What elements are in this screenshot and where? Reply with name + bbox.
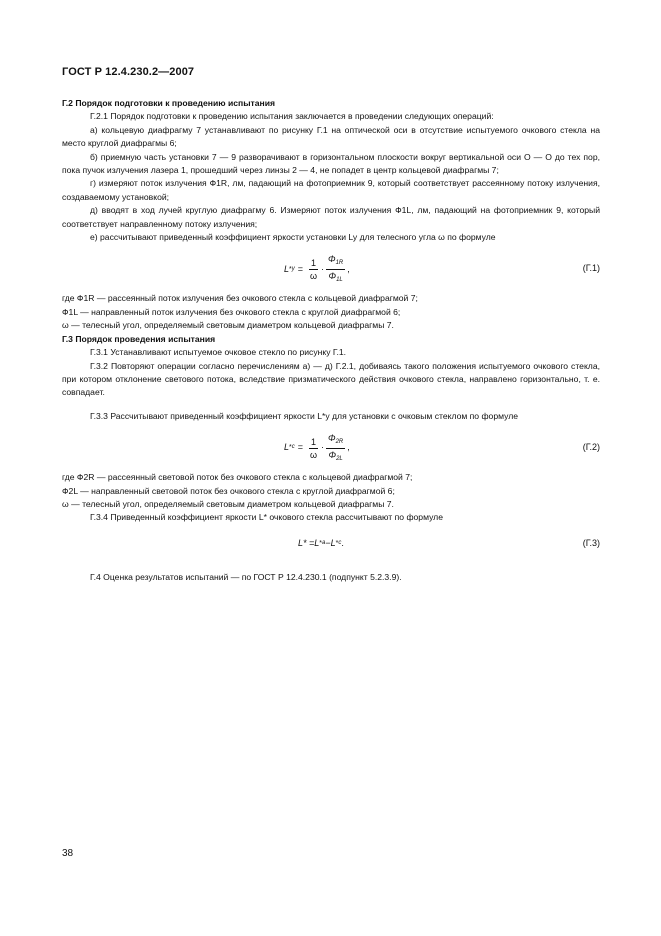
- formula-g1-number: (Г.1): [582, 263, 600, 274]
- formula-g2-frac2-num-sub: 2R: [335, 438, 344, 445]
- formula-g3-c-sup: *: [335, 540, 339, 548]
- formula-g3-a: L: [314, 538, 320, 549]
- formula-g1-expression: [284, 248, 350, 290]
- where-g2-line-2: Ф2L — направленный световой поток без очкового стекла с круглой диафрагмой 6;: [62, 485, 395, 496]
- formula-g2-lhs-sub: c: [291, 444, 295, 451]
- formula-g3-lhs: L* =: [298, 538, 315, 549]
- formula-g1-lhs-sub: y: [291, 265, 295, 272]
- formula-g1-fraction-2: [326, 253, 345, 286]
- formula-g2-frac2-num: Φ: [328, 432, 336, 443]
- formula-g2-dot: ·: [321, 442, 325, 453]
- formula-g1-frac2-num: Φ: [328, 253, 336, 264]
- list-item-a: а) кольцевую диафрагму 7 устанавливают по рисунку Г.1 на оптической оси в отсутствие испытуемого очкового стекла на место круглой диафрагмы 6;: [62, 124, 600, 149]
- formula-g3-end: .: [341, 538, 344, 549]
- section-g3-p1: Г.3.1 Устанавливают испытуемое очковое стекло по рисунку Г.1.: [90, 347, 347, 358]
- formula-g2-fraction-2: [326, 432, 345, 465]
- where-g1-line-1: где Ф1R — рассеянный поток излучения без очкового стекла с кольцевой диафрагмой 7;: [62, 293, 418, 304]
- where-g2-line-1: где Ф2R — рассеянный световой поток без очкового стекла с кольцевой диафрагмой 7;: [62, 472, 413, 483]
- section-g3-p3: Г.3.3 Рассчитывают приведенный коэффициент яркости L*y для установки с очковым стеклом по формуле: [90, 410, 519, 421]
- list-item-g: г) измеряют поток излучения Ф1R, лм, падающий на фотоприемник 9, который соответствует рассеянному потоку излучения, создаваемому установкой;: [62, 178, 600, 202]
- formula-g3-minus: −: [325, 538, 331, 549]
- section-g3-title: Г.3 Порядок проведения испытания: [62, 333, 216, 344]
- page-number: 38: [62, 848, 74, 859]
- formula-g1-lhs-sup: *: [289, 265, 292, 273]
- where-g2-line-3: ω — телесный угол, определяемый световым диаметром кольцевой диафрагмы 7.: [62, 498, 394, 509]
- formula-g2-frac1-den: ω: [310, 449, 318, 460]
- formula-g2-frac2-den-sub: 2L: [336, 455, 343, 462]
- formula-g1: [62, 248, 600, 290]
- formula-g2-equals: =: [297, 442, 304, 453]
- section-g2-title: Г.2 Порядок подготовки к проведению испытания: [62, 98, 276, 108]
- standard-header: ГОСТ Р 12.4.230.2—2007: [62, 66, 195, 78]
- document-body: [62, 97, 600, 584]
- formula-g3: [62, 529, 600, 559]
- list-item-e: е) рассчитывают приведенный коэффициент яркости установки Ly для телесного угла ω по формуле: [90, 232, 496, 243]
- formula-g3-a-sup: *: [319, 540, 323, 548]
- formula-g2-end: ,: [347, 442, 350, 453]
- section-g3-p2: Г.3.2 Повторяют операции согласно перечислениям а) — д) Г.2.1, добиваясь такого положения испытуемого очкового стекла, при котором отклонение светового потока, вследствие призматического действия очкового стекла, направлено горизонтально, т. е. совпадает.: [62, 360, 600, 398]
- formula-g1-dot: ·: [321, 263, 325, 274]
- formula-g2-fraction-1: [308, 436, 319, 461]
- formula-g3-expression: [298, 529, 344, 559]
- section-g2-intro: Г.2.1 Порядок подготовки к проведению испытания заключается в проведении следующих операций:: [90, 111, 494, 122]
- formula-g3-c-sub: c: [338, 540, 342, 547]
- formula-g1-equals: =: [297, 263, 304, 274]
- formula-g2-lhs: L: [284, 442, 290, 453]
- formula-g1-fraction-1: [308, 257, 319, 282]
- formula-g2-number: (Г.2): [582, 442, 600, 453]
- formula-g1-lhs: L: [284, 263, 290, 274]
- formula-g1-frac1-den: ω: [310, 270, 318, 281]
- formula-g1-frac2-den-sub: 1L: [336, 276, 343, 283]
- formula-g3-c: L: [330, 538, 336, 549]
- formula-g1-frac2-num-sub: 1R: [335, 259, 344, 266]
- formula-g2: [62, 427, 600, 469]
- formula-g2-expression: [284, 427, 350, 469]
- where-g1-line-3: ω — телесный угол, определяемый световым диаметром кольцевой диафрагмы 7.: [62, 320, 394, 331]
- list-item-b: б) приемную часть установки 7 — 9 разворачивают в горизонтальном плоскости вокруг вертикальной оси О — О до тех пор, пока пучок излучения лазера 1, прошедший через линзы 2 — 4, не попадет в центр кольцевой диафрагмы 7;: [62, 151, 600, 176]
- formula-g1-frac1-num: 1: [311, 257, 317, 268]
- section-g4: Г.4 Оценка результатов испытаний — по ГОСТ Р 12.4.230.1 (подпункт 5.2.3.9).: [90, 571, 402, 582]
- where-g1-line-2: Ф1L — направленный поток излучения без очкового стекла с круглой диафрагмой 6;: [62, 306, 401, 317]
- formula-g1-frac2-den: Φ: [328, 270, 337, 281]
- formula-g2-frac1-num: 1: [311, 436, 317, 447]
- formula-g2-lhs-sup: *: [289, 444, 292, 452]
- formula-g3-a-sub: a: [322, 540, 326, 547]
- list-item-d: д) вводят в ход лучей круглую диафрагму 6. Измеряют поток излучения Ф1L, лм, падающий на фотоприемник 9, который соответствует направленному потоку излучения;: [62, 205, 600, 229]
- section-g34: Г.3.4 Приведенный коэффициент яркости L* очкового стекла рассчитывают по формуле: [90, 512, 443, 523]
- formula-g2-frac2-den: Φ: [328, 449, 337, 460]
- formula-g3-number: (Г.3): [582, 537, 600, 548]
- formula-g1-end: ,: [347, 263, 350, 274]
